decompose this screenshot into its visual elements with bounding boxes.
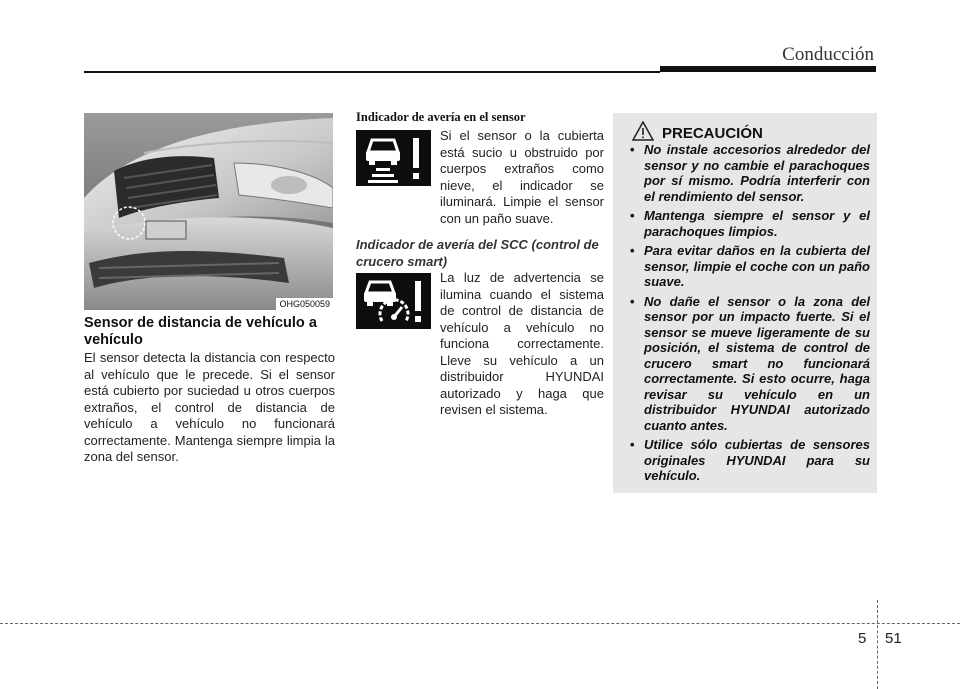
sensor-indicator-text: Si el sensor o la cubierta está sucio u obstruido por cuerpos extraños como nieve, el indicador se iluminará. Limpie el sensor con un paño suave. [440, 128, 604, 226]
caution-item-text: No dañe el sensor o la zona del sensor por un impacto fuerte. Si el sensor se mueve ligeramente de su posición, el sistema de control de crucero smart no funcionará correctamente. Si esto ocurre, haga revisar su vehículo en un distribuidor HYUNDAI autorizado cuanto antes. [644, 293, 870, 433]
sensor-malfunction-icon [356, 130, 431, 186]
chapter-title: Conducción [782, 44, 874, 65]
caution-item-text: Utilice sólo cubiertas de sensores originales HYUNDAI para su vehículo. [644, 437, 870, 483]
caution-item: • No dañe el sensor o la zona del sensor por un impacto fuerte. Si el sensor se mueve ligeramente de su posición, el sistema de control de crucero smart no funcionará correctamente. Si esto ocurre, haga revisar su vehículo en un distribuidor HYUNDAI autorizado cuanto antes. [630, 293, 870, 433]
caution-item-text: No instale accesorios alrededor del sensor y no cambie el parachoques por sí mismo. Podría interferir con el rendimiento del sensor. [644, 142, 870, 204]
scc-malfunction-icon [356, 273, 431, 329]
footer-divider [877, 600, 878, 689]
car-front-photo [84, 113, 333, 310]
caution-item: • Utilice sólo cubiertas de sensores originales HYUNDAI para su vehículo. [630, 437, 870, 483]
section-title: Sensor de distancia de vehículo a vehículo [84, 315, 317, 348]
page-number: 51 [885, 630, 902, 647]
caution-item: • No instale accesorios alrededor del sensor y no cambie el parachoques por sí mismo. Podría interferir con el rendimiento del sensor. [630, 142, 870, 204]
footer-dashed-rule [0, 623, 960, 624]
header-rule [84, 71, 660, 73]
caution-list [620, 142, 870, 488]
caution-title: PRECAUCIÓN [662, 125, 763, 142]
section-number: 5 [858, 630, 867, 647]
subsection-title: Indicador de avería en el sensor [356, 110, 526, 124]
scc-subtitle: Indicador de avería del SCC (control de crucero smart) [356, 237, 599, 269]
photo-code: OHG050059 [276, 298, 333, 310]
section-body: El sensor detecta la distancia con respecto al vehículo que le precede. Si el sensor está cubierto por suciedad u otros cuerpos extraños, el control de distancia de vehículo a vehículo no funcionará correctamente. Mantenga siempre limpia la zona del sensor. [84, 350, 335, 464]
caution-item: • Para evitar daños en la cubierta del sensor, limpie el coche con un paño suave. [630, 243, 870, 289]
header-bar [660, 66, 876, 72]
caution-item: • Mantenga siempre el sensor y el parachoques limpios. [630, 208, 870, 239]
caution-item-text: Mantenga siempre el sensor y el parachoques limpios. [644, 208, 870, 239]
caution-item-text: Para evitar daños en la cubierta del sensor, limpie el coche con un paño suave. [644, 243, 870, 289]
scc-indicator-text: La luz de advertencia se ilumina cuando el sistema de control de distancia de vehículo a vehículo no funciona correctamente. Lleve su vehículo a un distribuidor HYUNDAI autorizado y haga que revisen el sistema. [440, 270, 604, 417]
